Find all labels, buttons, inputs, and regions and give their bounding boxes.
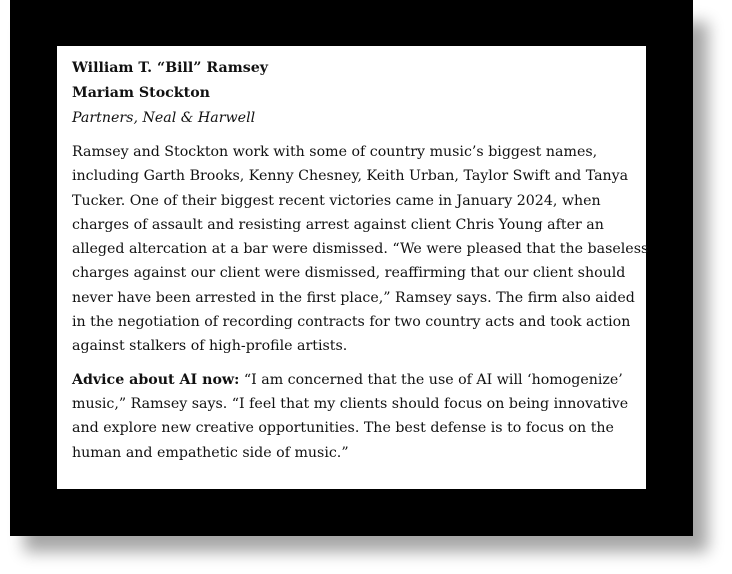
advice-line: music,” Ramsey says. “I feel that my clients should focus on being innovative — [72, 395, 629, 412]
bio-line: Tucker. One of their biggest recent victories came in January 2024, when — [72, 192, 601, 209]
person-name-1: William T. “Bill” Ramsey — [72, 60, 268, 76]
advice-label: Advice about AI now: — [72, 371, 240, 388]
bio-paragraph — [72, 140, 649, 359]
article-card — [57, 46, 649, 489]
bio-line: including Garth Brooks, Kenny Chesney, Keith Urban, Taylor Swift and Tanya — [72, 168, 629, 185]
role-title: Partners, Neal & Harwell — [72, 110, 256, 126]
advice-paragraph — [72, 368, 632, 465]
bio-line: never have been arrested in the first place,” Ramsey says. The firm also aided — [72, 289, 635, 306]
advice-line: human and empathetic side of music.” — [72, 444, 349, 461]
bio-line: charges of assault and resisting arrest against client Chris Young after an — [72, 216, 604, 233]
advice-line — [72, 368, 632, 392]
person-name-2: Mariam Stockton — [72, 85, 210, 101]
bio-line: in the negotiation of recording contracts for two country acts and took action — [72, 314, 631, 331]
bio-line: charges against our client were dismissed, reaffirming that our client should — [72, 265, 626, 282]
bio-line: against stalkers of high-profile artists. — [72, 338, 348, 355]
advice-line: and explore new creative opportunities. The best defense is to focus on the — [72, 420, 614, 437]
bio-line: alleged altercation at a bar were dismissed. “We were pleased that the baseless — [72, 241, 649, 258]
bio-line: Ramsey and Stockton work with some of country music’s biggest names, — [72, 144, 598, 160]
advice-first-line: “I am concerned that the use of AI will ‘homogenize’ — [239, 371, 623, 388]
